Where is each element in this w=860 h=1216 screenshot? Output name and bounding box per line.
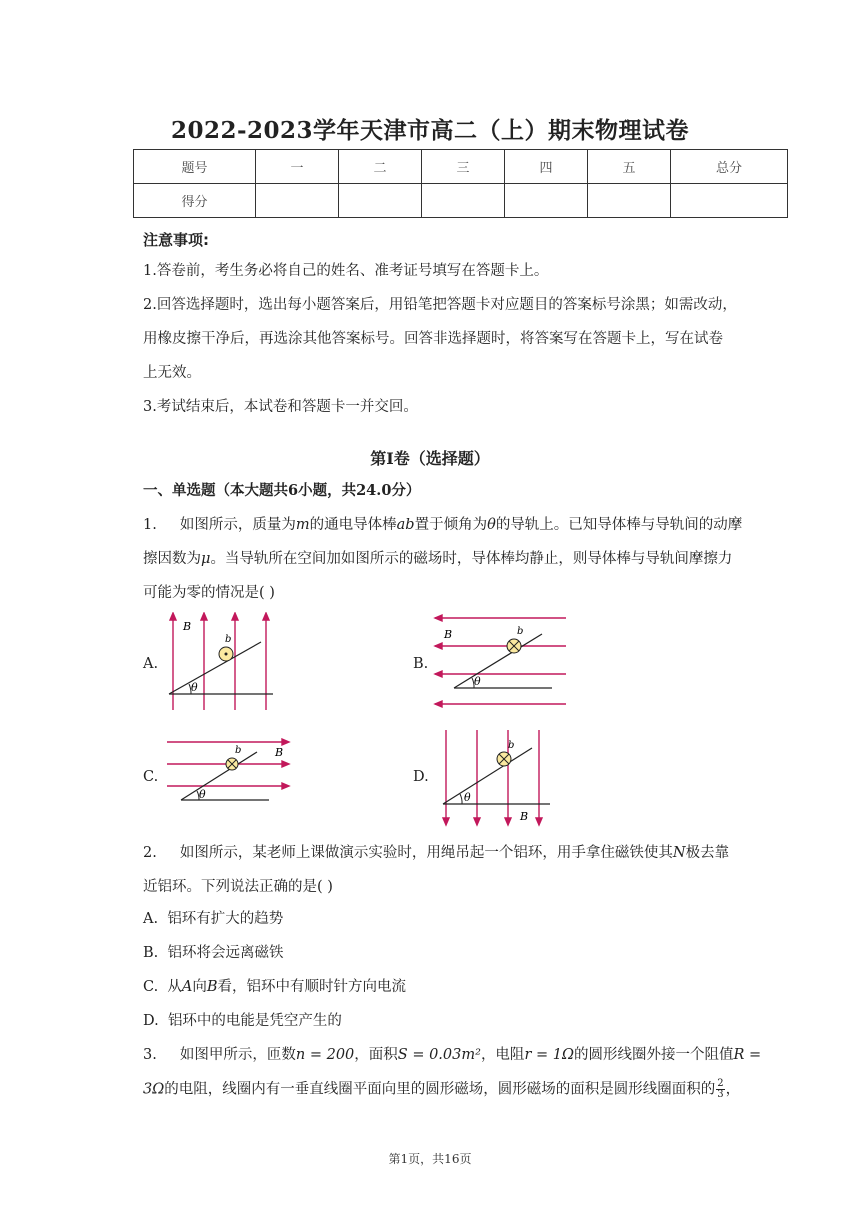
figure-b [432,612,572,712]
page-title: 2022-2023学年天津市高二（上）期末物理试卷 [170,117,690,144]
text: 的电阻，线圈内有一垂直线圈平面向里的圆形磁场，圆形磁场的面积是圆形线圈面积的 [164,1081,716,1098]
table-cell: 题号 [134,150,256,184]
fraction-numerator: 2 [717,1078,724,1089]
text: 极去靠 [685,845,730,861]
math: n = 200 [295,1047,355,1063]
option-d-label: D. [413,769,429,785]
option-text: 铝环有扩大的趋势 [167,911,284,927]
theta-label: θ [191,681,198,694]
table-cell [588,184,671,218]
option-b-label: B. [413,656,429,672]
table-cell [256,184,339,218]
question-2-option-a [143,909,283,929]
text: 擦因数为 [143,551,201,567]
question-3-line1 [143,1045,761,1065]
question-number: 1. [143,517,157,533]
table-cell: 五 [588,150,671,184]
table-cell: 得分 [134,184,256,218]
text: ，电阻 [480,1047,525,1063]
theta-label: θ [474,675,481,688]
theta-label: θ [464,791,471,804]
table-row [134,184,788,218]
question-3-line2 [143,1079,740,1100]
field-label: B [444,628,453,641]
option-text: 看，铝环中有顺时针方向电流 [217,979,407,995]
table-cell: 二 [339,150,422,184]
option-text: 铝环中的电能是凭空产生的 [167,1013,342,1029]
table-cell: 三 [422,150,505,184]
table-cell: 四 [505,150,588,184]
option-c-label: C. [143,769,159,785]
question-2-option-b [143,943,283,963]
text: 置于倾角为 [414,517,488,533]
math: S = 0.03m² [397,1047,481,1063]
text: 的通电导体棒 [309,517,397,533]
table-cell [422,184,505,218]
table-cell: 总分 [671,150,788,184]
text: 的圆形线圈外接一个阻值 [573,1047,734,1063]
notice-heading: 注意事项: [143,231,209,249]
math: θ [487,517,496,533]
text: 的导轨上。已知导体棒与导轨间的动摩 [495,517,743,533]
notice-item: 用橡皮擦干净后，再选涂其他答案标号。回答非选择题时，将答案写在答题卡上，写在试卷 [143,331,723,347]
rod-label: b [508,740,515,751]
page-footer: 第1页，共16页 [388,1152,472,1166]
figure-d [440,728,552,828]
math: B [206,979,218,995]
math: m [295,517,310,533]
math: r = 1Ω [524,1047,574,1063]
math: N [672,845,686,861]
notice-item: 1.答卷前，考生务必将自己的姓名、准考证号填写在答题卡上。 [143,263,549,279]
notice-item: 2.回答选择题时，选出每小题答案后，用铅笔把答题卡对应题目的答案标号涂黑；如需改动， [143,297,737,313]
option-text: 铝环将会远离磁铁 [167,945,284,961]
question-2-option-c [143,977,406,997]
text: 如图甲所示，匝数 [179,1047,296,1063]
question-2-line2: 近铝环。下列说法正确的是( ) [143,879,333,895]
text: ，面积 [354,1047,398,1063]
fraction-denominator: 3 [717,1089,724,1100]
question-1-line1 [143,515,742,535]
math: μ [201,551,211,567]
option-text: 向 [192,979,207,995]
text: 。当导轨所在空间加如图所示的磁场时，导体棒均静止，则导体棒与导轨间摩擦力 [210,551,733,567]
question-2-line1 [143,843,729,863]
table-cell [339,184,422,218]
part-title: 第I卷（选择题） [370,449,490,468]
option-text: 从 [167,979,182,995]
math: R = [733,1047,762,1063]
question-1-line2 [143,549,732,569]
theta-label: θ [199,788,206,801]
score-table [133,149,788,218]
fraction [716,1079,724,1100]
rod-label: b [225,634,232,645]
option-letter: B. [143,945,159,961]
rod-label: b [517,626,524,637]
question-number: 3. [143,1047,157,1063]
question-number: 2. [143,845,157,861]
field-label: B [275,746,284,759]
field-label: B [183,620,192,633]
math: A [181,979,193,995]
option-letter: D. [143,1013,159,1029]
option-letter: C. [143,979,159,995]
text: 如图所示，某老师上课做演示实验时，用绳吊起一个铝环，用手拿住磁铁使其 [179,845,673,861]
table-cell [505,184,588,218]
option-letter: A. [143,911,159,927]
text: ， [725,1081,741,1098]
rod-label: b [235,745,242,756]
math: 3Ω [143,1081,165,1098]
table-row [134,150,788,184]
figure-c [165,738,295,810]
section-title: 一、单选题（本大题共6小题，共24.0分） [143,482,421,499]
figure-a [165,612,275,712]
question-1-line3: 可能为零的情况是( ) [143,585,275,601]
table-cell: 一 [256,150,339,184]
field-label: B [520,810,529,823]
table-cell [671,184,788,218]
option-a-label: A. [143,656,159,672]
question-2-option-d [143,1011,342,1031]
text: 如图所示，质量为 [179,517,296,533]
notice-item: 上无效。 [143,365,201,381]
math: ab [396,517,415,533]
notice-item: 3.考试结束后，本试卷和答题卡一并交回。 [143,399,418,415]
